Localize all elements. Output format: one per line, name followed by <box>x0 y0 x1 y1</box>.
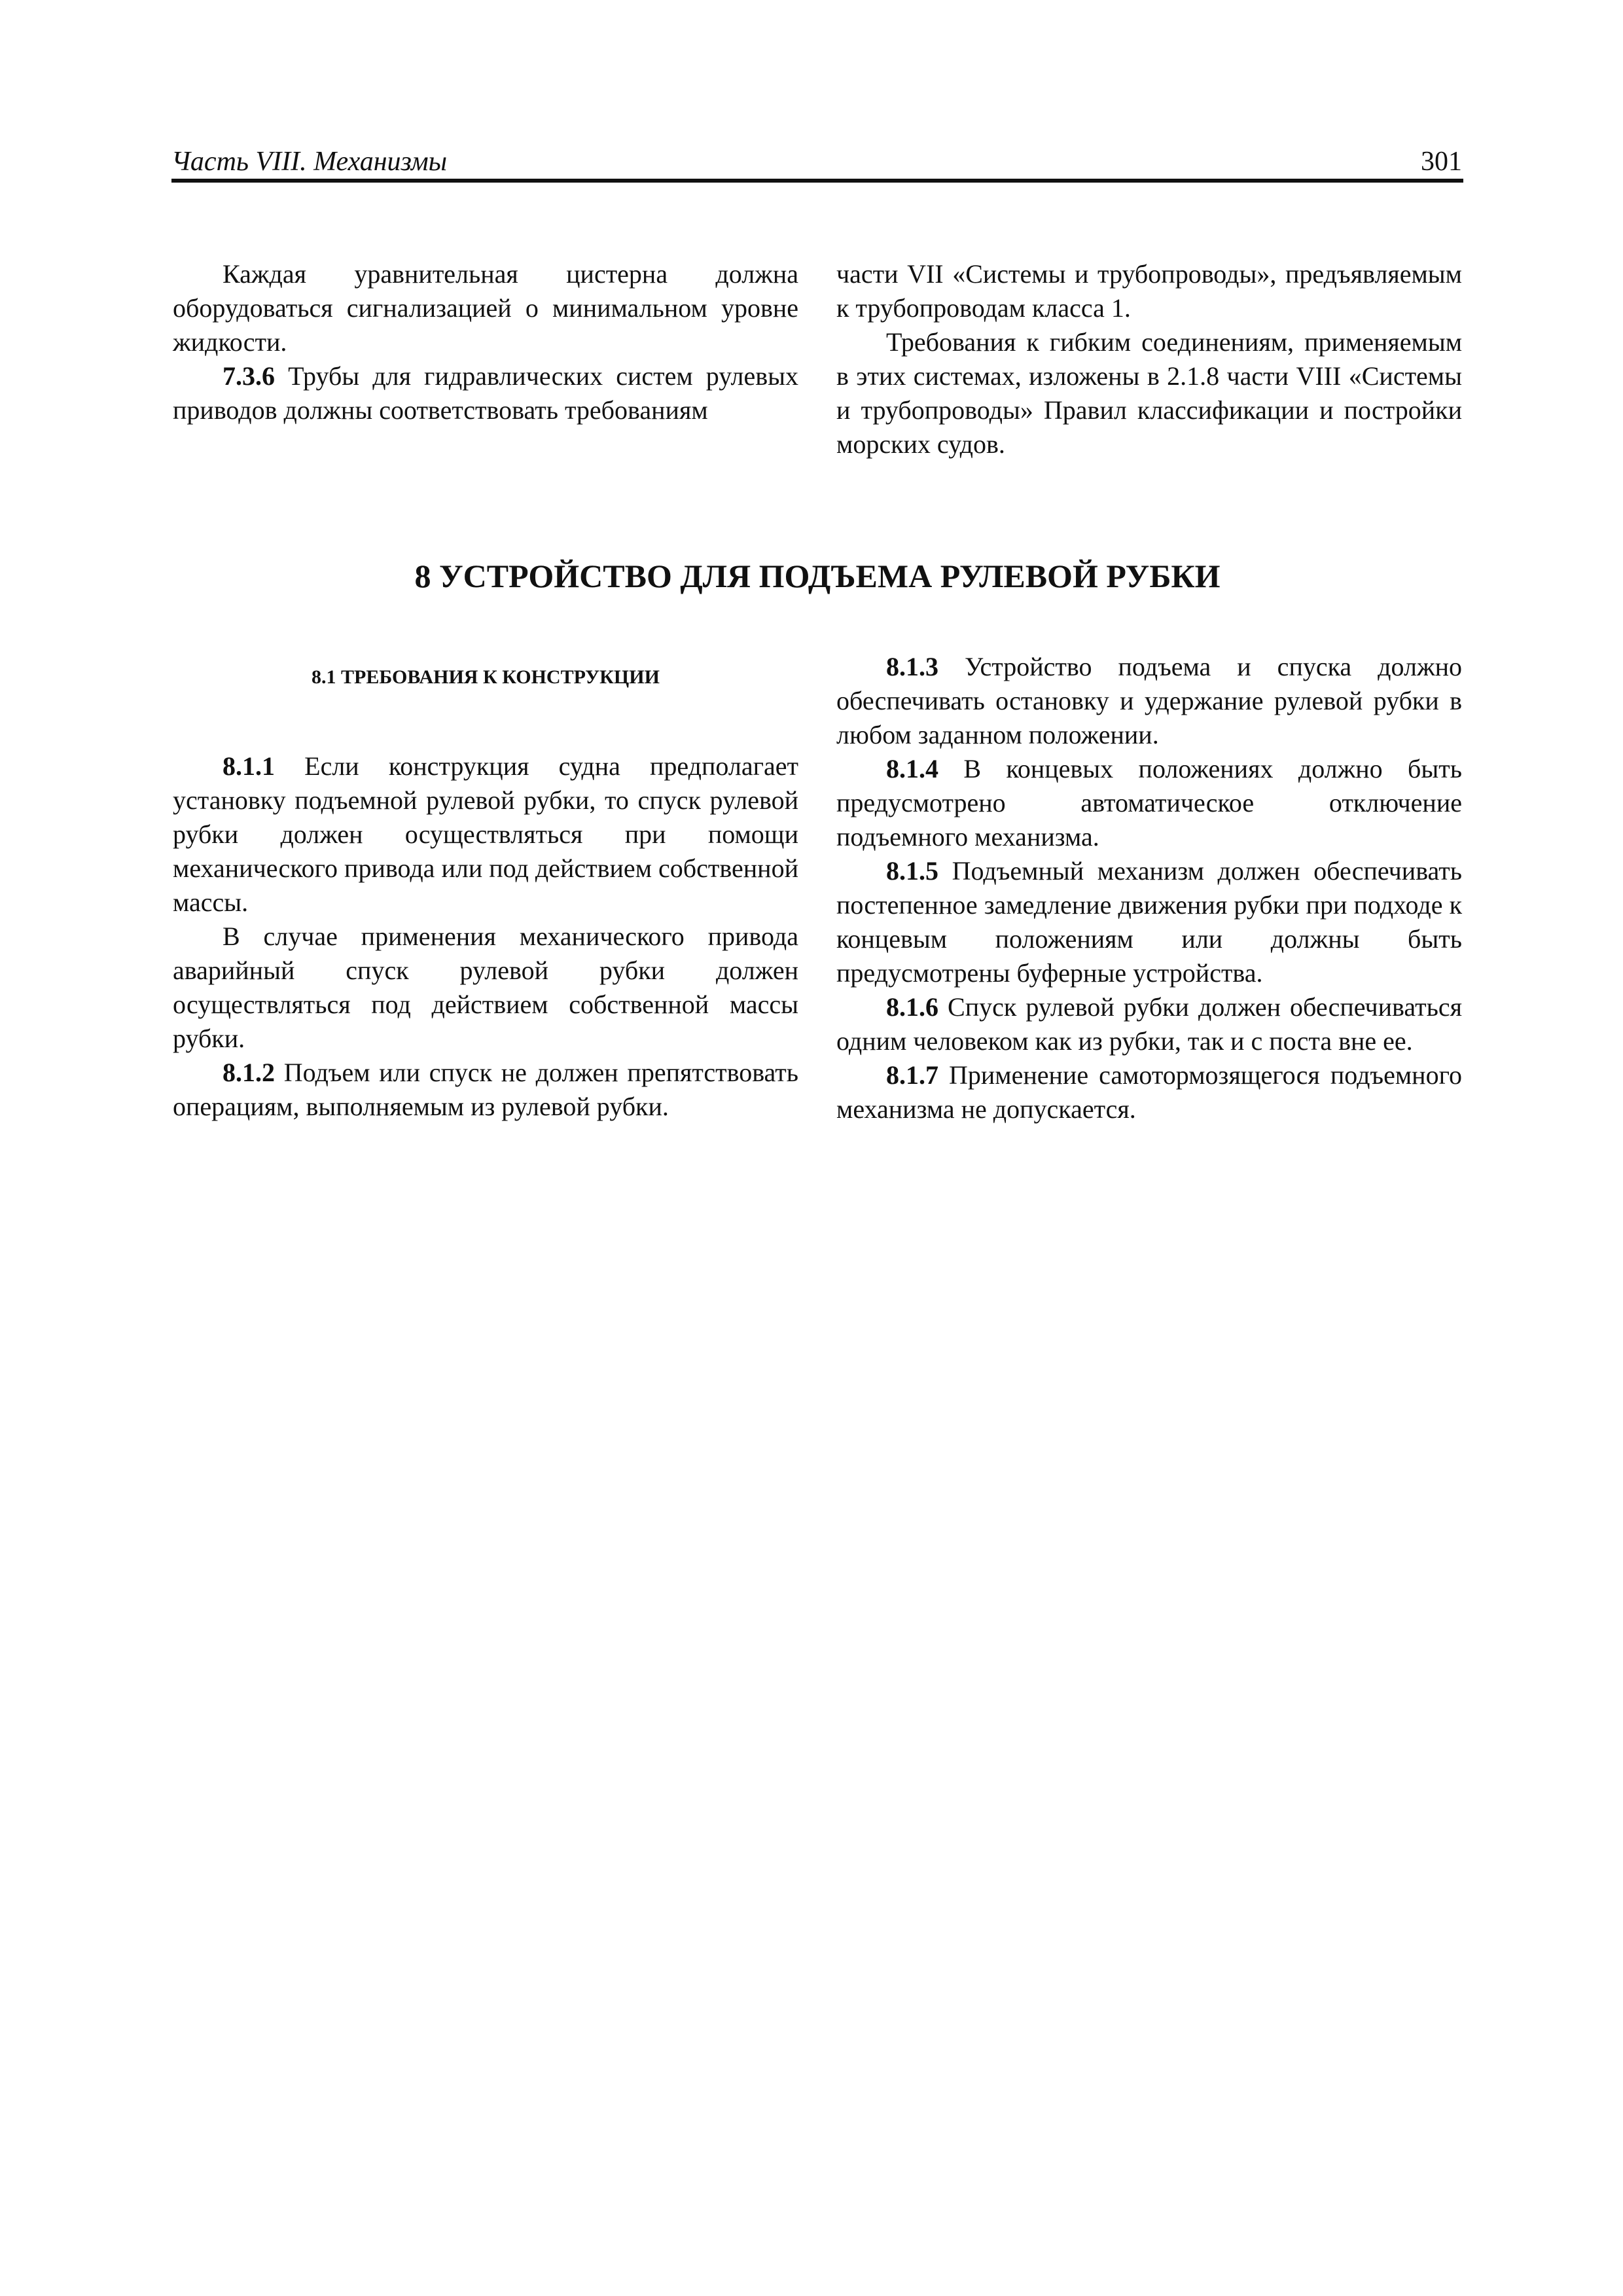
running-header-part-title: Часть VIII. Механизмы <box>171 147 448 177</box>
page-header <box>171 141 1463 183</box>
section-title: 8.1 ТРЕБОВАНИЯ К КОНСТРУКЦИИ <box>312 666 660 688</box>
clause-text: В концевых положениях должно быть предусмотрено автоматическое отключение подъемного механизма. <box>836 754 1462 852</box>
clause-text: Устройство подъема и спуска должно обеспечивать остановку и удержание рулевой рубки в любом заданном положении. <box>836 652 1462 749</box>
paragraph-tank-alarm: Каждая уравнительная цистерна должна оборудоваться сигнализацией о минимальном уровне жидкости. <box>173 259 798 357</box>
clause-number: 8.1.3 <box>886 652 938 681</box>
clause-number: 7.3.6 <box>223 361 275 391</box>
top-left-column <box>173 257 798 427</box>
paragraph-continuation: части VII «Системы и трубопроводы», предъявляемым к трубопроводам класса 1. <box>836 259 1462 323</box>
paragraph-8-1-6 <box>836 990 1462 1058</box>
clause-number: 8.1.4 <box>886 754 938 783</box>
clause-number: 8.1.6 <box>886 992 938 1022</box>
clause-text: Применение самотормозящегося подъемного механизма не допускается. <box>836 1060 1462 1124</box>
clause-text: Трубы для гидравлических систем рулевых приводов должны соответствовать требованиям <box>173 361 798 425</box>
paragraph-8-1-1 <box>173 749 798 920</box>
clause-number: 8.1.5 <box>886 856 938 886</box>
bottom-right-column <box>836 650 1462 1126</box>
page-number: 301 <box>1421 147 1462 177</box>
paragraph-8-1-3 <box>836 650 1462 752</box>
paragraph-8-1-2 <box>173 1056 798 1124</box>
top-right-column <box>836 257 1462 461</box>
paragraph-8-1-7 <box>836 1058 1462 1126</box>
clause-number: 8.1.2 <box>223 1058 275 1087</box>
clause-text: Спуск рулевой рубки должен обеспечиваться одним человеком как из рубки, так и с поста вне ее. <box>836 992 1462 1056</box>
paragraph-8-1-4 <box>836 752 1462 854</box>
paragraph-8-1-5 <box>836 854 1462 990</box>
clause-text: Подъем или спуск не должен препятствовать операциям, выполняемым из рулевой рубки. <box>173 1058 798 1121</box>
paragraph-flexible-joints: Требования к гибким соединениям, применяемым в этих системах, изложены в 2.1.8 части VIII «Системы и трубопроводы» Правил классификации и постройки морских судов. <box>836 327 1462 459</box>
chapter-title: 8 УСТРОЙСТВО ДЛЯ ПОДЪЕМА РУЛЕВОЙ РУБКИ <box>414 558 1221 594</box>
clause-text: Если конструкция судна предполагает установку подъемной рулевой рубки, то спуск рулевой рубки должен осуществляться при помощи механического привода или под действием собственной массы. <box>173 751 798 917</box>
bottom-left-column <box>173 749 798 1124</box>
clause-number: 8.1.7 <box>886 1060 938 1090</box>
paragraph-7-3-6 <box>173 359 798 427</box>
clause-number: 8.1.1 <box>223 751 275 781</box>
clause-text: Подъемный механизм должен обеспечивать постепенное замедление движения рубки при подходе к концевым положениям или должны быть предусмотрены буферные устройства. <box>836 856 1462 988</box>
paragraph-emergency-lowering: В случае применения механического привода аварийный спуск рулевой рубки должен осуществляться под действием собственной массы рубки. <box>173 922 798 1053</box>
